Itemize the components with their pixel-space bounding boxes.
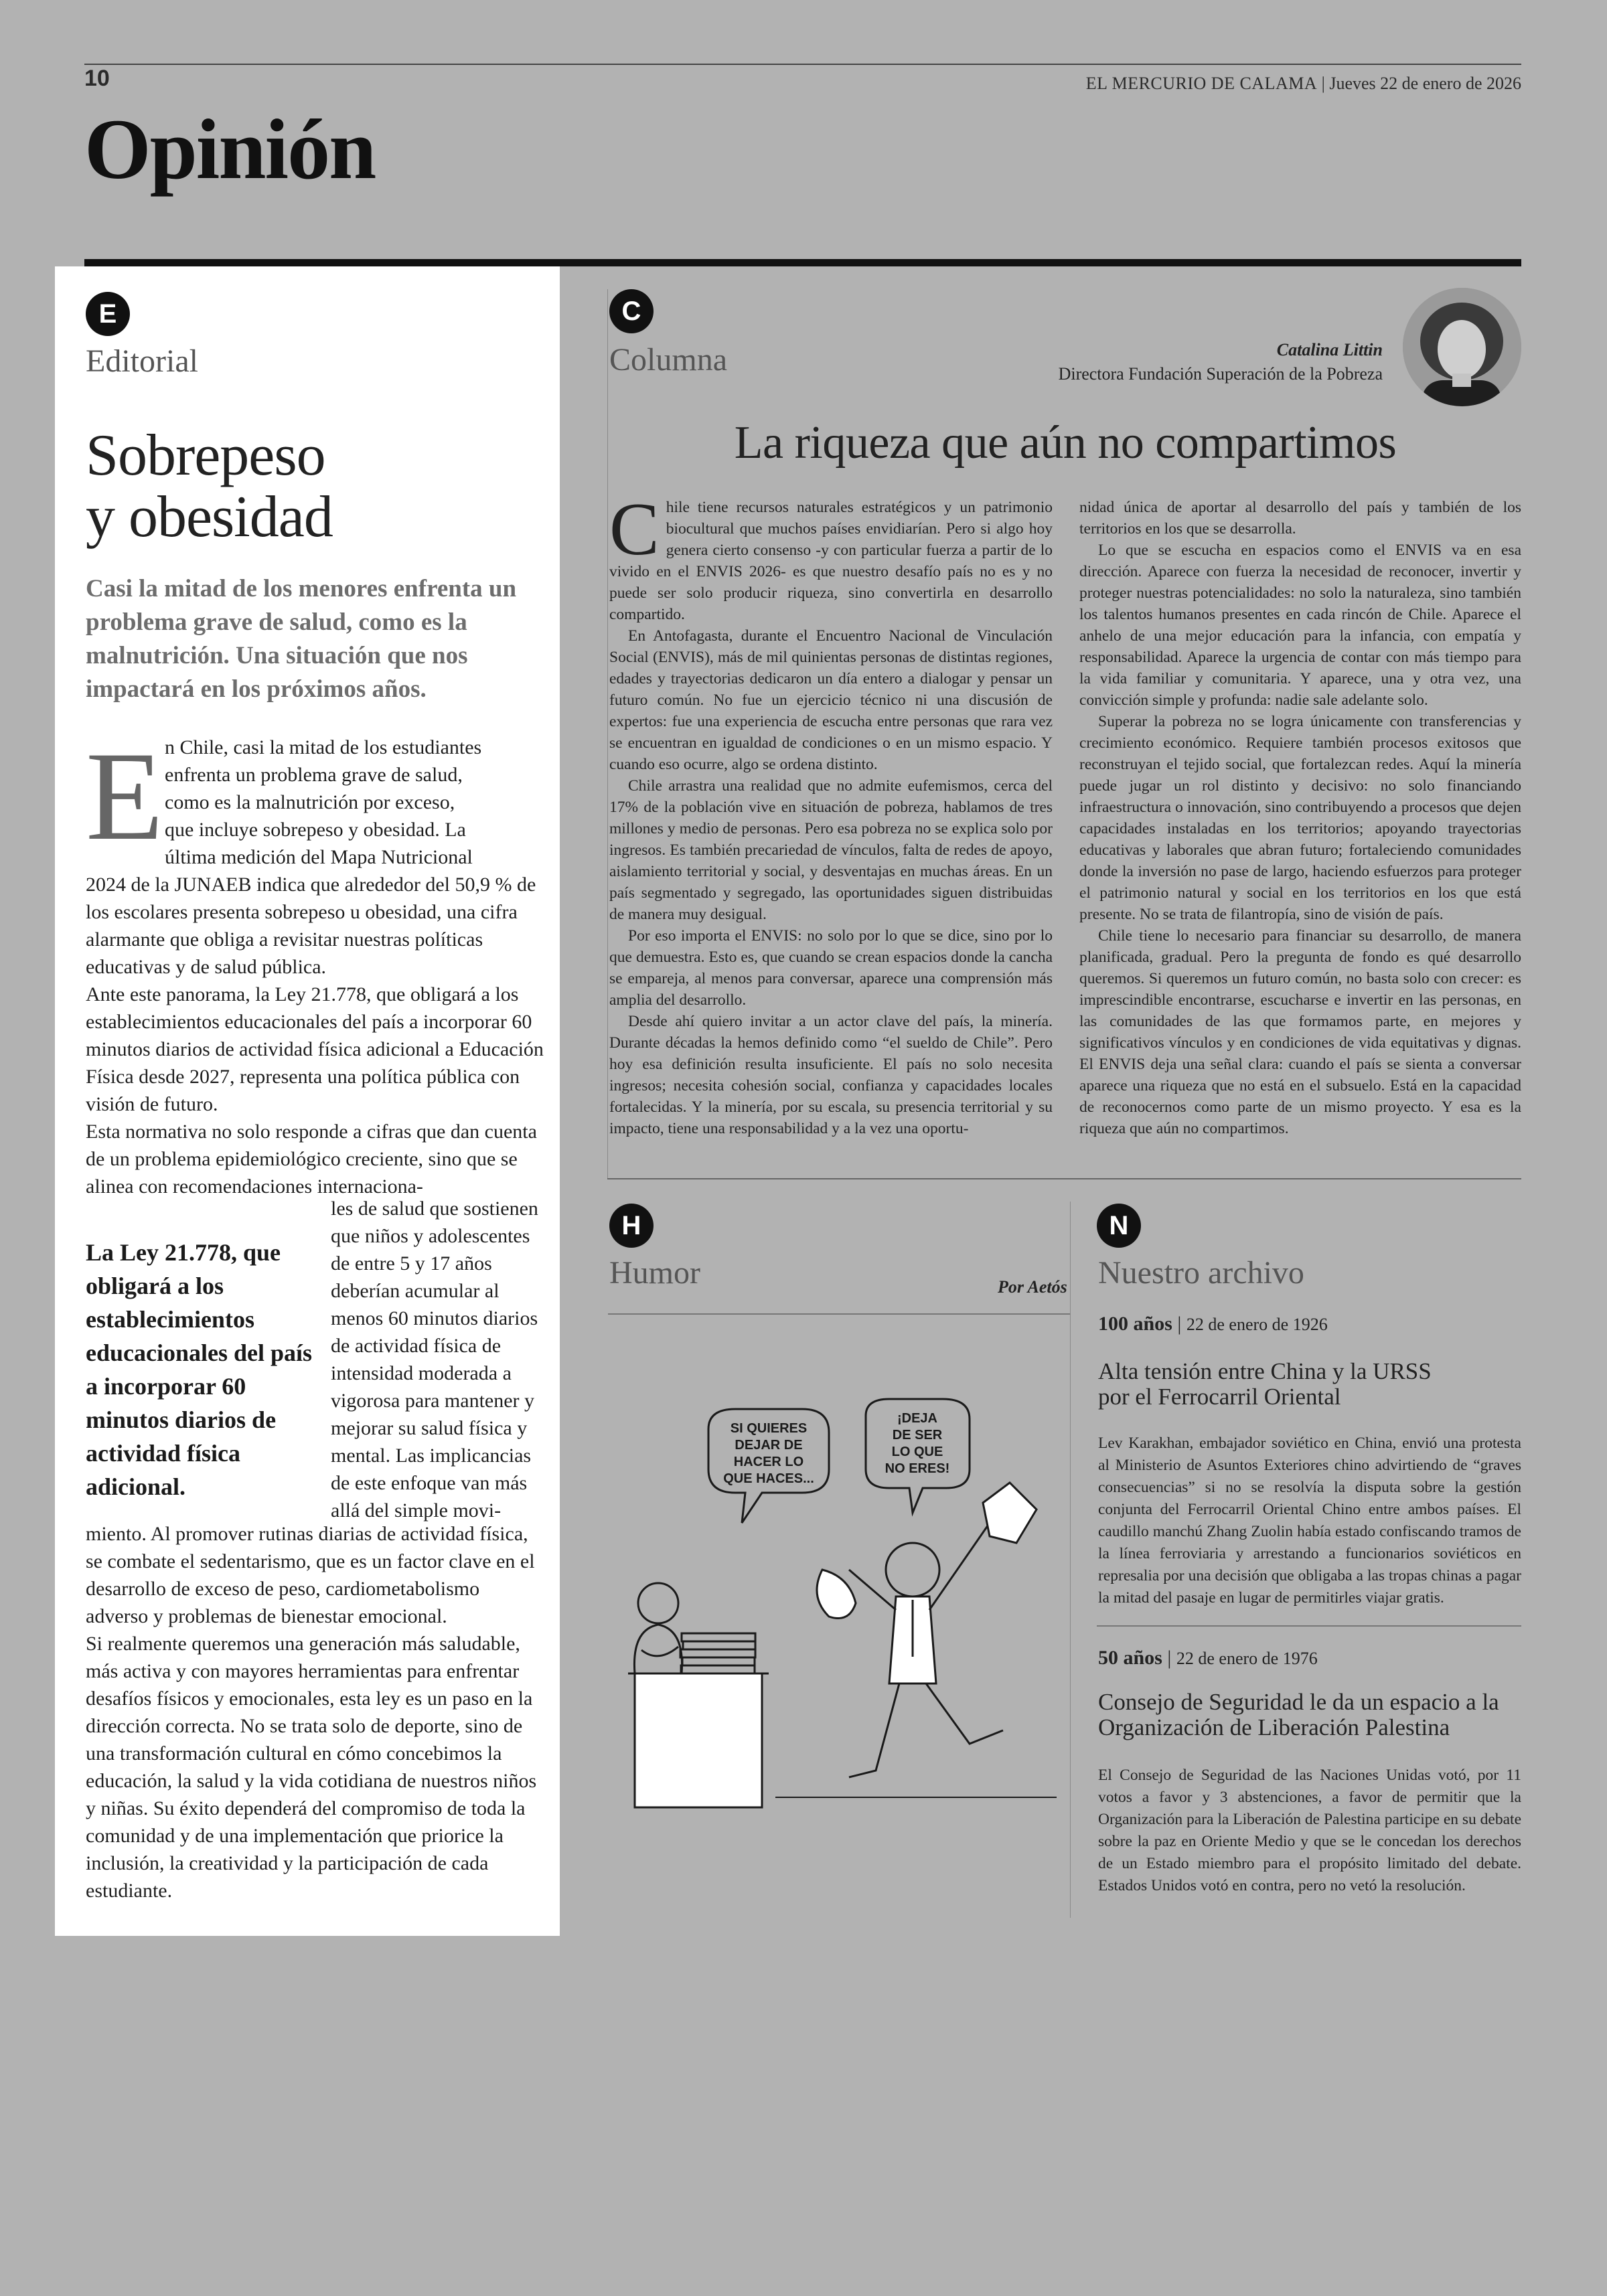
author-avatar [1403,288,1521,406]
editorial-paragraph: Si realmente queremos una generación más saludable, más activa y con mayores herramientas para enfrentar desafíos físicos y emocionales, esta ley es un paso en la dirección correcta. No se trata solo de deporte, sino de una transformación cultural en cómo concebimos la educación, la salud y la vida cotidiana de nuestros niños y niñas. Su éxito dependerá del compromiso de toda la comunidad y de una implementación que priorice la inclusión, la creatividad y la participación de cada estudiante. [86,1633,537,1902]
column-title: La riqueza que aún no compartimos [734,417,1397,469]
humor-separator [1070,1202,1071,1918]
archive-divider [1097,1625,1521,1627]
editorial-body-line: n Chile, casi la mitad de los estudiantes [165,736,482,758]
archive-item-2-headline-line2: Organización de Liberación Palestina [1098,1714,1450,1740]
archive-item-2-text: El Consejo de Seguridad de las Naciones Unidas votó, por 11 votos a favor y 3 abstenciones, a favor de permitir que la Organización para la Liberación de Palestina participe en su debate sobre la paz en Oriente Medio y que se le concedan los derechos de un Estado miembro para el propósito limitado del debate. Estados Unidos votó en contra, pero no vetó la resolución. [1098,1767,1521,1894]
bubble1-line3: HACER LO [733,1455,804,1469]
column-paragraph-text: hile tiene recursos naturales estratégicos y un patrimonio biocultural que muchos países envidiarían. Pero si algo hoy genera cierto consenso -y con particular fuerza a partir de lo vivido en el ENVIS 2026- es que nuestro desafío país no es y no puede ser solo producir riqueza, sino convertirla en desarrollo compartido. [609,499,1053,623]
column-paragraph: Por eso importa el ENVIS: no solo por lo que se dice, sino por lo que demuestra. Esto es, que cuando se crean espacios donde la cancha se empareja, al menos para conversar, aparece una comprensión más amplia del desarrollo. [609,927,1053,1009]
editorial-title-line1: Sobrepeso [86,423,325,488]
column-paragraph: Chile arrastra una realidad que no admite eufemismos, cerca del 17% de la población vive en situación de pobreza, hablamos de tres millones y medio de personas. Pero esa pobreza no se explica solo por ingresos. Es también precariedad de vínculos, falta de redes de apoyo, aislamiento territorial y social, y desventajas en muchas áreas. En un país segmentado y segregado, las oportunidades siguen distribuidas de manera muy desigual. [609,777,1053,923]
column-bottom-rule [607,1178,1521,1179]
bubble1-line1: SI QUIERES [730,1421,808,1436]
archive-item-2-headline [1098,1690,1521,1740]
masthead-separator: | [1321,74,1325,93]
humor-byline: Por Aetós [998,1277,1067,1297]
column-text-right [1079,497,1521,1139]
bubble2-line2: DE SER [892,1428,943,1443]
editorial-paragraph: 2024 de la JUNAEB indica que alrededor del 50,9 % de los escolares presenta sobrepeso u obesidad, una cifra alarmante que obliga a revisitar nuestras políticas educativas y de salud pública. [86,874,536,978]
archive-item-1-date: 22 de enero de 1926 [1186,1315,1328,1334]
editorial-pull-quote: La Ley 21.778, que obligará a los establecimientos educacionales del país a incorporar 60 minutos diarios de actividad física adicional. [86,1239,313,1500]
editorial-paragraph: Esta normativa no solo responde a cifras que dan cuenta de un problema epidemiológico creciente, sino que se alinea con recomendaciones internaciona- [86,1121,537,1198]
archive-item-2-dateline [1098,1647,1318,1669]
editorial-body-line: enfrenta un problema grave de salud, [165,764,463,786]
column-text-left [609,488,1053,1139]
editorial-body-line: que incluye sobrepeso y obesidad. La [165,819,466,841]
bubble1-line4: QUE HACES... [723,1471,814,1486]
header-top-rule [84,64,1521,65]
column-paragraph: nidad única de aportar al desarrollo del país y también de los territorios en los que se desarrolla. [1079,499,1521,538]
editorial-body-top [86,726,544,1200]
editorial-badge: E [86,292,130,336]
archive-item-1-headline [1098,1359,1521,1410]
dateline-separator: | [1177,1313,1187,1335]
column-separator [607,289,608,1179]
editorial-dropcap: E [86,726,164,867]
editorial-body-narrow: les de salud que sostienen que niños y adolescentes de entre 5 y 17 años deberían acumular al menos 60 minutos diarios de actividad física de intensidad moderada a vigorosa para mantener y mejorar su salud física y mental. Las implicancias de este enfoque van más allá del simple movi- [331,1198,538,1522]
editorial-body-line: como es la malnutrición por exceso, [165,791,455,813]
column-paragraph: Lo que se escucha en espacios como el ENVIS va en esa dirección. Aparece con fuerza la necesidad de reconocer, invertir y proteger nuestras potencialidades: no solo la naturaleza, sino también los talentos humanos presentes en cada rincón de Chile. Aparece el anhelo de una mejor educación para la infancia, con empatía y responsabilidad. Aparece la urgencia de contar con más tiempo para la vida familiar y comunitaria. Y aparece, una y otra vez, una convicción simple y profunda: nadie sale adelante solo. [1079,542,1521,709]
editorial-lead: Casi la mitad de los menores enfrenta un problema grave de salud, como es la malnutrición. Una situación que nos impactará en los próximos años. [86,575,517,703]
editorial-title-line2: y obesidad [86,485,333,550]
archive-item-1-years: 100 años [1098,1313,1172,1335]
column-paragraph: Superar la pobreza no se logra únicamente con transferencias y crecimiento económico. Requiere también procesos exitosos que reconstruyan el tejido social, que fortalezcan redes. Aquí la minería puede jugar un rol distinto y decisivo: no solo financiando infraestructura o innovación, sino contribuyendo a procesos que dejen capacidades instaladas en los territorios; apoyando trayectorias educativas y laborales que abran futuro; fortaleciendo comunidades donde la inversión no pase de largo, haciendo esfuerzos para proteger el patrimonio natural y social en los territorios en los que está presente. No se trata de filantropía, sino de visión de país. [1079,713,1521,923]
archive-item-1-headline-line2: por el Ferrocarril Oriental [1098,1384,1341,1410]
editorial-paragraph: miento. Al promover rutinas diarias de actividad física, se combate el sedentarismo, que es un factor clave en el desarrollo de exceso de peso, cardiometabolismo adverso y problemas de bienestar emocional. [86,1523,535,1627]
editorial-paragraph: Ante este panorama, la Ley 21.778, que obligará a los establecimientos educacionales del país a incorporar 60 minutos diarios de actividad física adicional a Educación Física desde 2027, representa una política pública con visión de futuro. [86,983,544,1115]
archive-item-2-years: 50 años [1098,1647,1162,1669]
humor-rule [608,1313,1070,1315]
desk [635,1673,762,1807]
editorial-body-line: última medición del Mapa Nutricional [165,846,473,868]
dancing-man-head [886,1543,939,1596]
column-paragraph: En Antofagasta, durante el Encuentro Nacional de Vinculación Social (ENVIS), más de mil quinientas personas de distintas regiones, edades y trayectorias dedicaron un día entero a dialogar y pensar un futuro común. No fue un ejercicio técnico ni una discusión de expertos: fue una experiencia de escucha entre personas que rara vez se encuentran en igualdad de condiciones o en un mismo espacio. Y cuando eso ocurre, algo se ordena distinto. [609,627,1053,773]
column-badge: C [609,289,654,333]
bubble2-line1: ¡DEJA [897,1411,938,1426]
column-author-role: Directora Fundación Superación de la Pobreza [1058,364,1383,384]
editorial-body-bottom [86,1520,544,1904]
bubble2-line4: NO ERES! [885,1461,950,1476]
archive-item-1-text: Lev Karakhan, embajador soviético en China, envió una protesta al Ministerio de Asuntos Exteriores chino advirtiendo de “graves consecuencias” si no se resolvía la disputa sobre la gestión conjunta del Ferrocarril Oriental Chino entre ambos países. El caudillo manchú Zhang Zuolin había estado confiscando tramos de la línea ferroviaria y arrestando a funcionarios soviéticos en represalia por una decisión que obligaba a las tropas chinas a pagar la mitad del pasaje en lugar de permitirles viajar gratis. [1098,1434,1521,1607]
column-kicker: Columna [609,342,727,378]
archive-item-2-headline-line1: Consejo de Seguridad le da un espacio a la [1098,1689,1499,1715]
seated-man-head [638,1583,678,1623]
column-dropcap: C [609,488,660,571]
archive-item-1-headline-line1: Alta tensión entre China y la URSS [1098,1358,1432,1384]
archive-item-1-dateline [1098,1313,1328,1335]
author-portrait [1403,288,1521,406]
dateline-separator: | [1167,1647,1176,1669]
section-divider [84,259,1521,266]
humor-cartoon [608,1369,1070,1811]
masthead-info [1086,74,1521,94]
editorial-kicker: Editorial [86,343,198,379]
section-title: Opinión [84,102,376,197]
column-paragraph [609,488,1053,625]
publication-name: EL MERCURIO DE CALAMA [1085,74,1318,93]
bubble1-line2: DEJAR DE [735,1438,803,1453]
publication-date: Jueves 22 de enero de 2026 [1329,74,1521,93]
archive-item-2-date: 22 de enero de 1976 [1176,1649,1318,1668]
editorial-title [86,425,541,548]
humor-badge: H [609,1204,654,1248]
column-author-name: Catalina Littin [1276,340,1383,359]
column-paragraph: Chile tiene lo necesario para financiar su desarrollo, de manera planificada, gradual. Pero la pregunta de fondo es qué desarrollo queremos. Si queremos un futuro común, no basta solo con crecer: es imprescindible encontrarse, escucharse e invertir en las personas, en las comunidades de las que formamos parte, en mejores y significativos vínculos y en condiciones de vida equitativas y dignas. El ENVIS deja una señal clara: cuando el país se sienta a conversar aparece una riqueza que no está en el subsuelo. Está en la capacidad de reconocernos como parte de un mismo proyecto. Y esa es la riqueza que aún no compartimos. [1079,927,1521,1137]
archive-kicker: Nuestro archivo [1098,1255,1304,1291]
column-paragraph: Desde ahí quiero invitar a un actor clave del país, la minería. Durante décadas la hemos definido como “el sueldo de Chile”. Pero hoy esa definición resulta insuficiente. El país no solo necesita ingresos; necesita cohesión social, confianza y capacidades locales fortalecidas. Y la minería, por su escala, su presencia territorial y su impacto, tiene una responsabilidad y a la vez una oportu- [609,1013,1053,1137]
humor-kicker: Humor [609,1255,700,1291]
page-number: 10 [84,66,110,91]
bubble2-line3: LO QUE [891,1445,943,1459]
archive-badge: N [1097,1204,1141,1248]
